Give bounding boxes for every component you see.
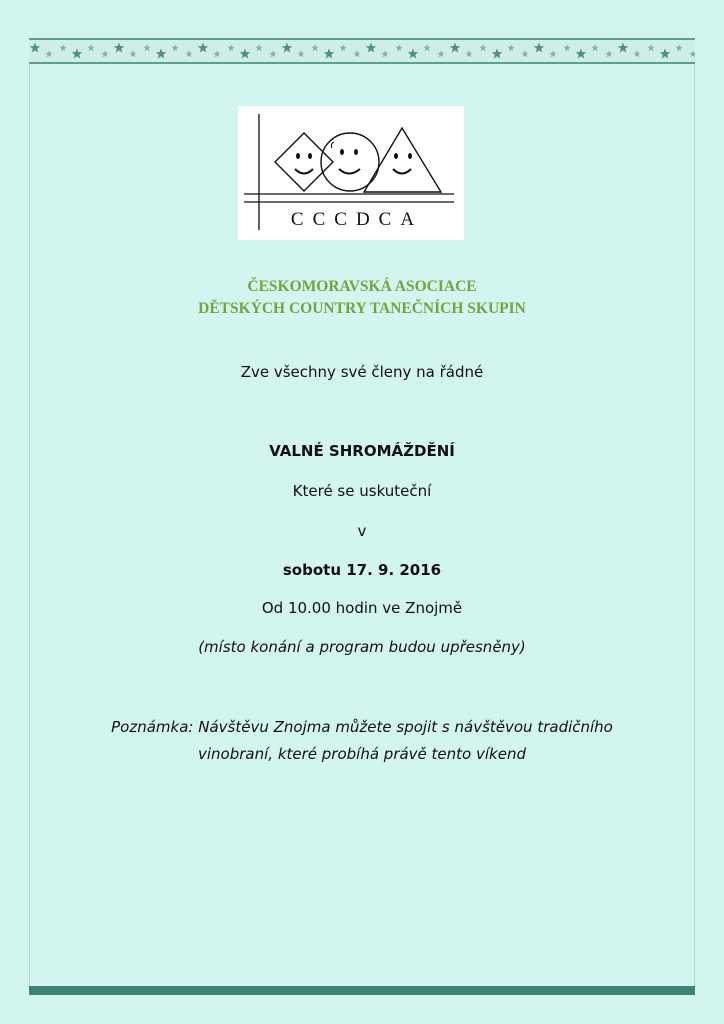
triangle-face-icon — [364, 128, 441, 192]
star-icon — [423, 44, 430, 51]
star-icon — [395, 44, 402, 51]
note-line2: vinobraní, které probíhá právě tento víkend — [198, 745, 526, 763]
star-icon — [408, 49, 418, 59]
star-icon — [492, 49, 502, 59]
star-icon — [143, 44, 150, 51]
star-icon — [227, 44, 234, 51]
star-icon — [185, 50, 192, 57]
star-icon — [450, 43, 460, 53]
star-icon — [591, 44, 598, 51]
star-icon — [198, 43, 208, 53]
star-icon — [282, 43, 292, 53]
star-icon — [549, 50, 556, 57]
takes-place-text: Které se uskuteční — [292, 482, 432, 500]
details-note: (místo konání a program budou upřesněny) — [198, 638, 526, 656]
star-icon — [563, 44, 570, 51]
note-line1: Poznámka: Návštěvu Znojma můžete spojit s návštěvou tradičního — [111, 718, 613, 736]
event-date: sobotu 17. 9. 2016 — [282, 561, 442, 579]
preposition-text: v — [357, 522, 367, 540]
star-icon — [87, 44, 94, 51]
logo — [238, 106, 464, 240]
star-icon — [240, 49, 250, 59]
star-icon — [129, 50, 136, 57]
star-icon — [59, 44, 66, 51]
star-icon — [30, 43, 40, 53]
event-time-place: Od 10.00 hodin ve Znojmě — [261, 599, 463, 617]
star-icon — [618, 43, 628, 53]
star-icon — [647, 44, 654, 51]
star-icon — [633, 50, 640, 57]
star-icon — [660, 49, 670, 59]
star-border-top — [29, 38, 695, 64]
star-icon — [72, 49, 82, 59]
star-icon — [534, 43, 544, 53]
logo-text: CCCDCA — [290, 209, 424, 230]
event-title: VALNÉ SHROMÁŽDĚNÍ — [269, 442, 455, 460]
star-icon — [689, 50, 695, 57]
star-icon — [171, 44, 178, 51]
organization-name-line1: ČESKOMORAVSKÁ ASOCIACE — [247, 278, 477, 295]
star-icon — [381, 50, 388, 57]
star-icon — [605, 50, 612, 57]
star-icon — [465, 50, 472, 57]
star-pattern-icon — [29, 40, 695, 62]
star-icon — [339, 44, 346, 51]
star-icon — [255, 44, 262, 51]
star-icon — [675, 44, 682, 51]
star-icon — [479, 44, 486, 51]
organization-name-line2: DĚTSKÝCH COUNTRY TANEČNÍCH SKUPIN — [198, 300, 526, 317]
invitation-intro: Zve všechny své členy na řádné — [240, 363, 484, 381]
star-icon — [521, 50, 528, 57]
star-icon — [156, 49, 166, 59]
star-icon — [269, 50, 276, 57]
star-icon — [114, 43, 124, 53]
star-icon — [437, 50, 444, 57]
star-icon — [297, 50, 304, 57]
star-icon — [213, 50, 220, 57]
star-icon — [324, 49, 334, 59]
diamond-face-icon — [275, 133, 333, 191]
star-icon — [353, 50, 360, 57]
star-icon — [101, 50, 108, 57]
star-icon — [507, 44, 514, 51]
star-icon — [311, 44, 318, 51]
star-icon — [366, 43, 376, 53]
star-icon — [45, 50, 52, 57]
star-icon — [576, 49, 586, 59]
bottom-border — [29, 986, 695, 995]
